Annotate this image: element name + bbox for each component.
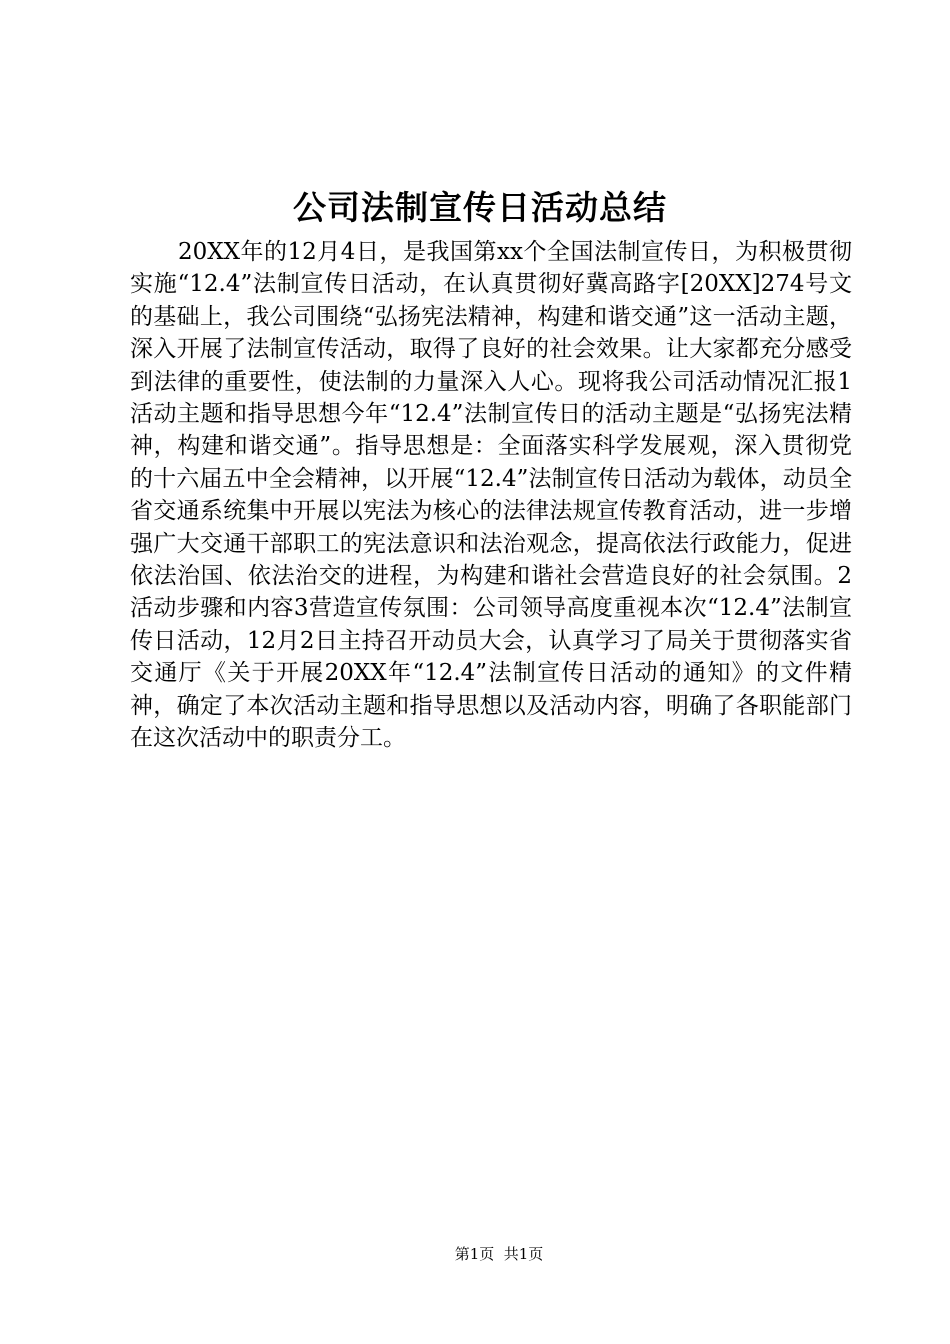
- document-title: 公司法制宣传日活动总结: [293, 188, 667, 227]
- page-footer: [0, 1243, 950, 1265]
- page-number: 第1页 共1页: [454, 1245, 544, 1263]
- document-body: 20XX年的12月4日，是我国第xx个全国法制宣传日，为积极贯彻实施“12.4”法制宣传日活动，在认真贯彻好冀高路字[20XX]274号文的基础上，我公司围绕“弘扬宪法精神，构建和谐交通”这一活动主题，深入开展了法制宣传活动，取得了良好的社会效果。让大家都充分感受到法律的重要性，使法制的力量深入人心。现将我公司活动情况汇报1活动主题和指导思想今年“12.4”法制宣传日的活动主题是“弘扬宪法精神，构建和谐交通”。指导思想是：全面落实科学发展观，深入贯彻党的十六届五中全会精神，以开展“12.4”法制宣传日活动为载体，动员全省交通系统集中开展以宪法为核心的法律法规宣传教育活动，进一步增强广大交通干部职工的宪法意识和法治观念，提高依法行政能力，促进依法治国、依法治交的进程，为构建和谐社会营造良好的社会氛围。2活动步骤和内容3营造宣传氛围：公司领导高度重视本次“12.4”法制宣传日活动，12月2日主持召开动员大会，认真学习了局关于贯彻落实省交通厅《关于开展20XX年“12.4”法制宣传日活动的通知》的文件精神，确定了本次活动主题和指导思想以及活动内容，明确了各职能部门在这次活动中的职责分工。: [130, 239, 852, 752]
